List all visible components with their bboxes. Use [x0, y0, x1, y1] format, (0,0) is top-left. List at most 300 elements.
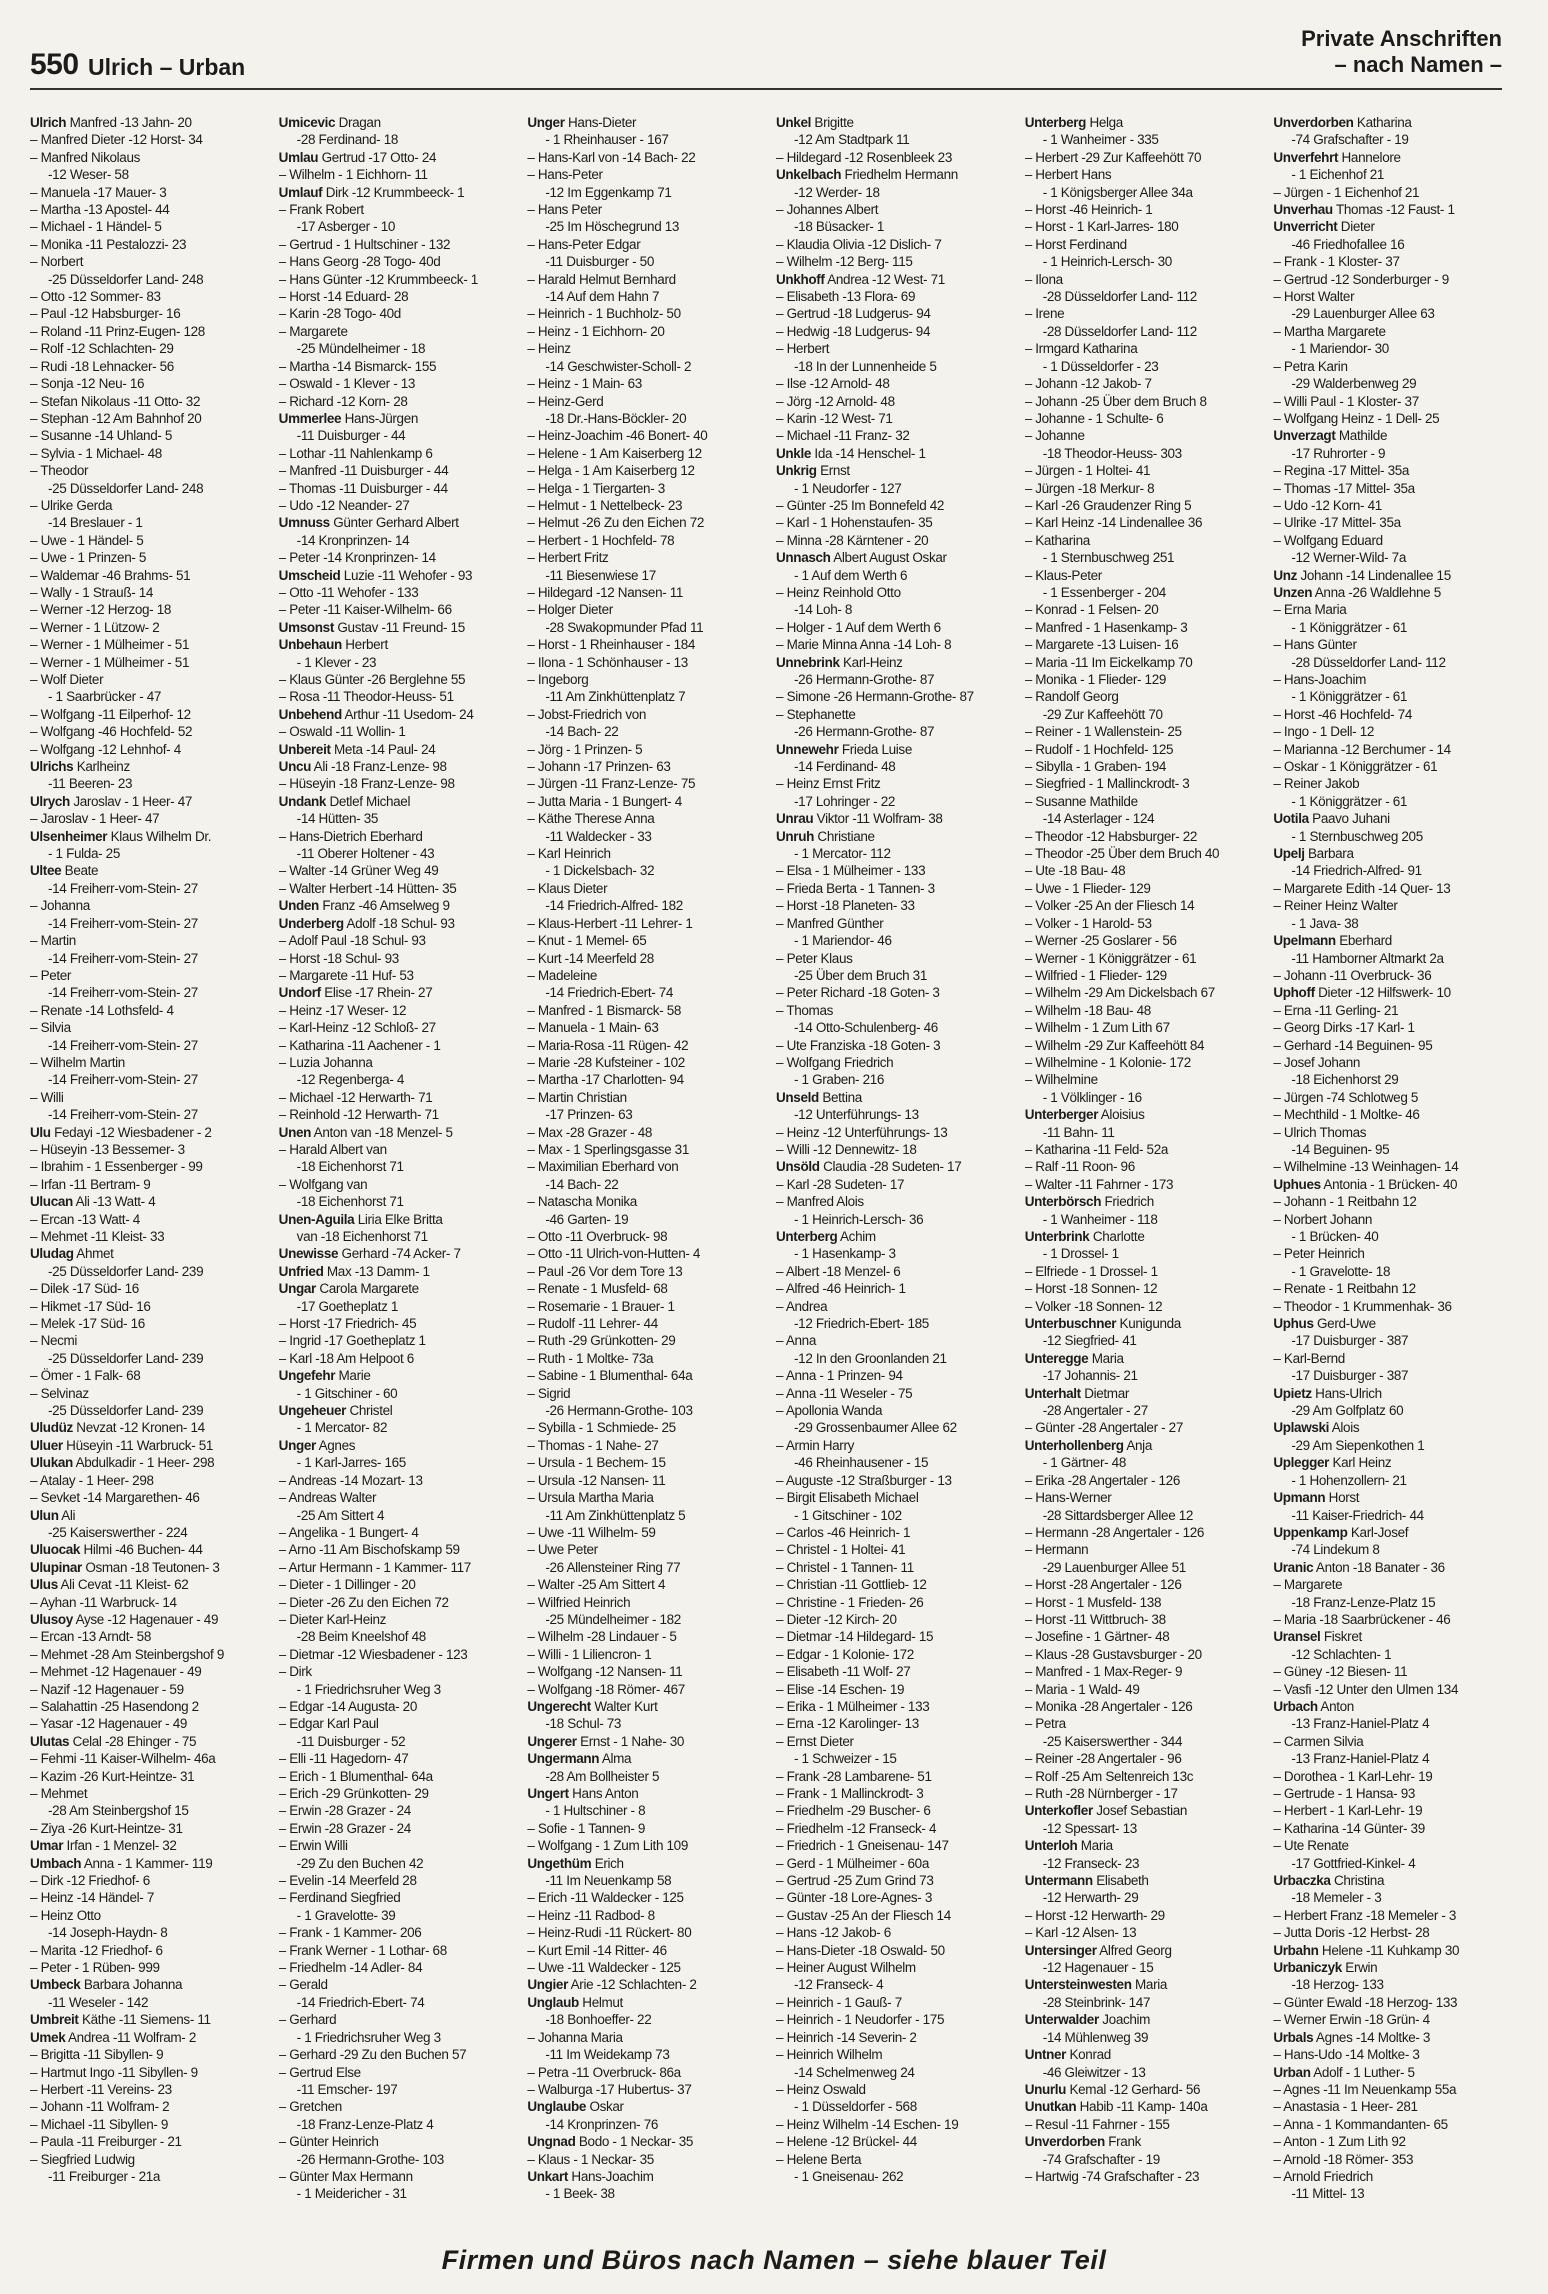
surname-entry: Unglaub Helmut — [527, 1994, 623, 2010]
surname-entry: Unz Johann -14 Lindenallee 15 — [1273, 567, 1451, 583]
surname: Unbehaun — [278, 637, 342, 653]
surname-entry: Unglaube Oskar — [527, 2099, 624, 2115]
given-name-entry: – Horst -46 Hochfeld- 74 — [1273, 706, 1508, 723]
given-name-entry: – Jörg - 1 Prinzen- 5 — [527, 741, 762, 758]
given-name-entry: – Elli -11 Hagedorn- 47 — [279, 1750, 514, 1767]
surname-entry: Uransel Fiskret — [1273, 1629, 1362, 1645]
surname: Unterbörsch — [1024, 1194, 1102, 1210]
given-name-entry: – Heinz - 1 Eichhorn- 20 — [527, 323, 762, 340]
given-name-entry: – Martha -13 Apostel- 44 — [30, 201, 265, 218]
given-name-entry: – Agnes -11 Im Neuenkamp 55a — [1273, 2081, 1508, 2098]
address-continuation: -18 In der Lunnenheide 5 — [794, 358, 937, 374]
address-continuation: -12 Spessart- 13 — [1042, 1820, 1137, 1836]
given-name-entry: – Anna -11 Weseler - 75 — [776, 1385, 1011, 1402]
address-continuation: - 1 Mercator- 112 — [794, 846, 891, 862]
given-name-entry: – Hedwig -18 Ludgerus- 94 — [776, 323, 1011, 340]
given-name-entry: – Hans Georg -28 Togo- 40d — [279, 253, 514, 270]
surname-entry: Unurlu Kemal -12 Gerhard- 56 — [1024, 2081, 1201, 2097]
given-name-entry: – Hikmet -17 Süd- 16 — [30, 1298, 265, 1315]
address-continuation: -25 Düsseldorfer Land- 239 — [48, 1263, 204, 1279]
given-name-entry: – Martha Margarete — [1273, 323, 1508, 340]
address-continuation: -18 Herzog- 133 — [1291, 1977, 1384, 1993]
address-continuation: - 1 Meidericher - 31 — [296, 2186, 407, 2202]
address-continuation: -14 Friedrich-Alfred- 182 — [545, 898, 683, 914]
surname-entry: Uphues Antonia - 1 Brücken- 40 — [1273, 1176, 1458, 1192]
given-name-entry: – Ingo - 1 Dell- 12 — [1273, 723, 1508, 740]
given-name-entry: – Herbert - 1 Karl-Lehr- 19 — [1273, 1802, 1508, 1819]
given-name-entry: – Helga - 1 Tiergarten- 3 — [527, 480, 762, 497]
given-name-entry: – Christel - 1 Tannen- 11 — [776, 1559, 1011, 1576]
surname-entry: Unterhalt Dietmar — [1024, 1385, 1130, 1401]
surname: Ungethüm — [527, 1855, 592, 1871]
surname: Unkelbach — [776, 167, 842, 183]
given-name-entry: – Marita -12 Friedhof- 6 — [30, 1942, 265, 1959]
address-continuation: -17 Johannis- 21 — [1042, 1368, 1138, 1384]
address-continuation: -18 Bonhoeffer- 22 — [545, 2012, 652, 2028]
given-name-entry: – Rudolf -11 Lehrer- 44 — [527, 1315, 762, 1332]
address-continuation: -14 Loh- 8 — [794, 602, 853, 618]
given-name-entry: – Marie -28 Kufsteiner - 102 — [527, 1054, 762, 1071]
surname-entry: Undank Detlef Michael — [278, 793, 411, 809]
given-name-entry: – Walter -14 Grüner Weg 49 — [279, 862, 514, 879]
given-name-entry: – Angelika - 1 Bungert- 4 — [279, 1524, 514, 1541]
address-continuation: -11 Hamborner Altmarkt 2a — [1291, 950, 1444, 966]
given-name-entry: – Sybilla - 1 Schmiede- 25 — [527, 1419, 762, 1436]
given-name-entry: – Manfred - 1 Bismarck- 58 — [527, 1002, 762, 1019]
address-continuation: - 1 Völklinger - 16 — [1042, 1089, 1142, 1105]
given-name-entry: – Alfred -46 Heinrich- 1 — [776, 1280, 1011, 1297]
surname-entry: Unen Anton van -18 Menzel- 5 — [278, 1124, 453, 1140]
given-name-entry: – Heinz -12 Unterführungs- 13 — [776, 1124, 1011, 1141]
surname: Unverfehrt — [1273, 149, 1339, 165]
given-name-entry: – Jutta Doris -12 Herbst- 28 — [1273, 1924, 1508, 1941]
given-name-entry: – Harald Helmut Bernhard — [527, 271, 762, 288]
address-continuation: -28 Düsseldorfer Land- 112 — [1291, 654, 1446, 670]
surname: Unterhollenberg — [1024, 1437, 1124, 1453]
surname: Uphus — [1273, 1316, 1314, 1332]
given-name-entry: – Norbert — [30, 253, 265, 270]
given-name-entry: – Oswald - 1 Klever - 13 — [279, 375, 514, 392]
surname: Uluocak — [30, 1542, 81, 1558]
surname-entry: Urbach Anton — [1273, 1698, 1354, 1714]
given-name-entry: – Maria - 1 Wald- 49 — [1025, 1681, 1260, 1698]
given-name-entry: – Petra Karin — [1273, 358, 1508, 375]
given-name-entry: – Atalay - 1 Heer- 298 — [30, 1472, 265, 1489]
surname-entry: Ulus Ali Cevat -11 Kleist- 62 — [30, 1577, 189, 1593]
given-name-entry: – Werner - 1 Königgrätzer - 61 — [1025, 950, 1260, 967]
address-continuation: -29 Zur Kaffeehött 70 — [1042, 706, 1163, 722]
given-name-entry: – Martha -17 Charlotten- 94 — [527, 1071, 762, 1088]
given-name-entry: – Horst -17 Friedrich- 45 — [279, 1315, 514, 1332]
given-name-entry: – Ulrike -17 Mittel- 35a — [1273, 514, 1508, 531]
address-continuation: - 1 Fulda- 25 — [48, 846, 120, 862]
given-name-entry: – Jobst-Friedrich von — [527, 706, 762, 723]
given-name-entry: – Katharina -11 Feld- 52a — [1025, 1141, 1260, 1158]
address-continuation: -17 Goetheplatz 1 — [296, 1298, 399, 1314]
surname: Unnasch — [776, 550, 831, 566]
surname: Ulusoy — [30, 1611, 73, 1627]
given-name-entry: – Melek -17 Süd- 16 — [30, 1315, 265, 1332]
address-continuation: - 1 Brücken- 40 — [1291, 1229, 1379, 1244]
address-continuation: - 1 Dickelsbach- 32 — [545, 863, 655, 879]
given-name-entry: – Willi -12 Dennewitz- 18 — [776, 1141, 1011, 1158]
given-name-entry: – Natascha Monika — [527, 1193, 762, 1210]
given-name-entry: – Mehmet — [30, 1785, 265, 1802]
surname: Uplawski — [1273, 1420, 1330, 1436]
given-name-entry: – Wolfgang Eduard — [1273, 532, 1508, 549]
address-continuation: - 1 Heinrich-Lersch- 36 — [794, 1211, 924, 1227]
address-continuation: -25 Am Sittert 4 — [296, 1507, 385, 1523]
given-name-entry: – Wilhelmine — [1025, 1071, 1260, 1088]
given-name-entry: – Anastasia - 1 Heer- 281 — [1273, 2098, 1508, 2115]
given-name-entry: – Renate -14 Lothsfeld- 4 — [30, 1002, 265, 1019]
given-name-entry: – Frank Werner - 1 Lothar- 68 — [279, 1942, 514, 1959]
address-continuation: -29 Grossenbaumer Allee 62 — [794, 1420, 957, 1436]
given-name-entry: – Vasfi -12 Unter den Ulmen 134 — [1273, 1681, 1508, 1698]
given-name-entry: – Güney -12 Biesen- 11 — [1273, 1663, 1508, 1680]
surname: Unverdorben — [1024, 2134, 1105, 2150]
given-name-entry: – Erika - 1 Mülheimer - 133 — [776, 1698, 1011, 1715]
address-continuation: -14 Friedrich-Alfred- 91 — [1291, 863, 1422, 879]
address-continuation: -74 Lindekum 8 — [1291, 1542, 1380, 1558]
address-continuation: -11 Freiburger - 21a — [48, 2168, 161, 2184]
surname-entry: Uludag Ahmet — [30, 1246, 114, 1262]
given-name-entry: – Gertrud Else — [279, 2064, 514, 2081]
given-name-entry: – Theodor -25 Über dem Bruch 40 — [1025, 845, 1260, 862]
address-continuation: - 1 Mercator- 82 — [296, 1420, 388, 1436]
surname-entry: Unterberg Achim — [776, 1229, 876, 1244]
given-name-entry: – Heinz -14 Händel- 7 — [30, 1889, 265, 1906]
address-continuation: - 1 Gitschiner - 60 — [296, 1385, 398, 1401]
surname: Upelmann — [1273, 933, 1336, 949]
given-name-entry: – Gertrud - 1 Hultschiner - 132 — [279, 236, 514, 253]
address-continuation: -14 Breslauer - 1 — [48, 515, 143, 531]
given-name-entry: – Anna - 1 Prinzen- 94 — [776, 1367, 1011, 1384]
given-name-entry: – Gertrude - 1 Hansa- 93 — [1273, 1785, 1508, 1802]
address-continuation: -12 Werder- 18 — [794, 184, 880, 200]
given-name-entry: – Konrad - 1 Felsen- 20 — [1025, 601, 1260, 618]
address-continuation: - 1 Königgrätzer - 61 — [1291, 689, 1408, 705]
surname-entry: Unterberger Aloisius — [1024, 1107, 1145, 1123]
given-name-entry: – Martin Christian — [527, 1089, 762, 1106]
address-continuation: -29 Walderbenweg 29 — [1291, 376, 1417, 392]
given-name-entry: – Selvinaz — [30, 1385, 265, 1402]
given-name-entry: – Heinz Ernst Fritz — [776, 775, 1011, 792]
surname: Uranic — [1273, 1559, 1314, 1575]
given-name-entry: – Andrea — [776, 1298, 1011, 1315]
given-name-entry: – Udo -12 Neander- 27 — [279, 497, 514, 514]
given-name-entry: – Regina -17 Mittel- 35a — [1273, 462, 1508, 479]
surname: Umbeck — [30, 1977, 81, 1993]
surname: Unutkan — [1024, 2099, 1077, 2115]
address-continuation: -17 Asberger - 10 — [296, 219, 396, 235]
given-name-entry: – Katharina — [1025, 532, 1260, 549]
address-continuation: -18 Franz-Lenze-Platz 15 — [1291, 1594, 1436, 1610]
surname: Uncu — [278, 759, 312, 775]
given-name-entry: – Theodor - 1 Krummenhak- 36 — [1273, 1298, 1508, 1315]
surname-entry: Unterkofler Josef Sebastian — [1024, 1803, 1188, 1819]
surname: Unen — [278, 1124, 312, 1140]
given-name-entry: – Ute Franziska -18 Goten- 3 — [776, 1037, 1011, 1054]
given-name-entry: – Ilse -12 Arnold- 48 — [776, 375, 1011, 392]
given-name-entry: – Manfred Nikolaus — [30, 149, 265, 166]
given-name-entry: – Reiner Jakob — [1273, 775, 1508, 792]
address-continuation: -18 Büsacker- 1 — [794, 219, 885, 235]
surname: Ultee — [30, 863, 62, 879]
given-name-entry: – Uwe -11 Wilhelm- 59 — [527, 1524, 762, 1541]
given-name-entry: – Oswald -11 Wollin- 1 — [279, 723, 514, 740]
given-name-entry: – Monika -11 Pestalozzi- 23 — [30, 236, 265, 253]
surname: Umnuss — [278, 515, 330, 531]
given-name-entry: – Willi Paul - 1 Kloster- 37 — [1273, 393, 1508, 410]
address-continuation: -12 Schlachten- 1 — [1291, 1646, 1392, 1662]
surname: Unverzagt — [1273, 428, 1336, 444]
address-continuation: -11 Beeren- 23 — [48, 776, 133, 792]
surname-entry: Unverzagt Mathilde — [1273, 428, 1388, 444]
surname-entry: Ungethüm Erich — [527, 1855, 624, 1871]
given-name-entry: – Günter -25 Im Bonnefeld 42 — [776, 497, 1011, 514]
surname-entry: Unger Agnes — [278, 1437, 356, 1453]
address-continuation: -12 Friedrich-Ebert- 185 — [794, 1316, 929, 1332]
given-name-entry: – Volker -18 Sonnen- 12 — [1025, 1298, 1260, 1315]
given-name-entry: – Sigrid — [527, 1385, 762, 1402]
address-continuation: - 1 Neudorfer - 127 — [794, 480, 902, 496]
surname-entry: Unzen Anna -26 Waldlehne 5 — [1273, 584, 1441, 600]
given-name-entry: – Frank -28 Lambarene- 51 — [776, 1768, 1011, 1785]
given-name-entry: – Günter -28 Angertaler - 27 — [1025, 1419, 1260, 1436]
given-name-entry: – Maria-Rosa -11 Rügen- 42 — [527, 1037, 762, 1054]
given-name-entry: – Ute Renate — [1273, 1837, 1508, 1854]
given-name-entry: – Karl - 1 Hohenstaufen- 35 — [776, 514, 1011, 531]
surname: Uluer — [30, 1437, 63, 1453]
given-name-entry: – Heinrich - 1 Buchholz- 50 — [527, 305, 762, 322]
address-continuation: - 1 Java- 38 — [1291, 915, 1359, 931]
given-name-entry: – Ulrich Thomas — [1273, 1124, 1508, 1141]
given-name-entry: – Anna - 1 Kommandanten- 65 — [1273, 2116, 1508, 2133]
surname-entry: Ungerecht Walter Kurt — [527, 1698, 658, 1714]
given-name-entry: – Michael -11 Sibyllen- 9 — [30, 2116, 265, 2133]
address-continuation: -28 Ferdinand- 18 — [296, 132, 399, 148]
given-name-entry: – Uwe Peter — [527, 1541, 762, 1558]
surname-entry: Umar Irfan - 1 Menzel- 32 — [30, 1838, 177, 1854]
given-name-entry: – Fehmi -11 Kaiser-Wilhelm- 46a — [30, 1750, 265, 1767]
given-name-entry: – Volker -25 An der Fliesch 14 — [1025, 897, 1260, 914]
surname: Unkel — [776, 115, 812, 130]
surname-entry: Untner Konrad — [1024, 2047, 1111, 2063]
given-name-entry: – Petra -11 Overbruck- 86a — [527, 2064, 762, 2081]
given-name-entry: – Wolfgang -46 Hochfeld- 52 — [30, 723, 265, 740]
address-continuation: -29 Lauenburger Allee 63 — [1291, 306, 1435, 322]
given-name-entry: – Heinz-Gerd — [527, 393, 762, 410]
surname-entry: Ungert Hans Anton — [527, 1786, 639, 1801]
address-continuation: -18 Dr.-Hans-Böckler- 20 — [545, 410, 687, 426]
address-continuation: -28 Beim Kneelshof 48 — [296, 1629, 426, 1645]
given-name-entry: – Manfred Günther — [776, 915, 1011, 932]
surname-entry: Uluocak Hilmi -46 Buchen- 44 — [30, 1542, 203, 1558]
surname-entry: Unger Hans-Dieter — [527, 115, 637, 130]
address-continuation: -12 Herwarth- 29 — [1042, 1890, 1139, 1906]
given-name-entry: – Dieter -26 Zu den Eichen 72 — [279, 1594, 514, 1611]
surname: Unterbrink — [1024, 1229, 1090, 1244]
given-name-entry: – Elfriede - 1 Drossel- 1 — [1025, 1263, 1260, 1280]
surname-entry: Unkelbach Friedhelm Hermann — [776, 167, 958, 183]
surname: Uotila — [1273, 811, 1309, 827]
surname-entry: Unterbuschner Kunigunda — [1024, 1316, 1181, 1332]
surname-entry: Umlau Gertrud -17 Otto- 24 — [278, 149, 437, 165]
given-name-entry: – Hans-Udo -14 Moltke- 3 — [1273, 2046, 1508, 2063]
given-name-entry: – Horst -12 Herwarth- 29 — [1025, 1907, 1260, 1924]
surname: Untermann — [1024, 1873, 1093, 1889]
given-name-entry: – Marianna -12 Berchumer - 14 — [1273, 741, 1508, 758]
given-name-entry: – Johanna — [30, 897, 265, 914]
surname: Unzen — [1273, 584, 1313, 600]
surname: Unverhau — [1273, 202, 1333, 218]
surname: Unkle — [776, 445, 812, 461]
given-name-entry: – Paul -12 Habsburger- 16 — [30, 305, 265, 322]
surname-entry: Umicevic Dragan — [278, 115, 381, 130]
given-name-entry: – Dilek -17 Süd- 16 — [30, 1280, 265, 1297]
given-name-entry: – Helene Berta — [776, 2151, 1011, 2168]
surname: Unbehend — [278, 706, 342, 722]
given-name-entry: – Heinz Oswald — [776, 2081, 1011, 2098]
surname: Unterberg — [1024, 115, 1087, 130]
surname: Ungerer — [527, 1733, 577, 1749]
surname: Ummerlee — [278, 410, 342, 426]
surname-entry: Uluer Hüseyin -11 Warbruck- 51 — [30, 1437, 214, 1453]
address-continuation: -12 Hagenauer - 15 — [1042, 1960, 1154, 1976]
given-name-entry: – Wolf Dieter — [30, 671, 265, 688]
given-name-entry: – Klaus Dieter — [527, 880, 762, 897]
address-continuation: -28 Am Steinbergshof 15 — [48, 1803, 189, 1819]
address-continuation: -12 Werner-Wild- 7a — [1291, 550, 1406, 566]
surname: Ungermann — [527, 1751, 600, 1767]
surname-entry: Umsonst Gustav -11 Freund- 15 — [278, 619, 465, 635]
surname-entry: Ummerlee Hans-Jürgen — [278, 410, 419, 426]
given-name-entry: – Gertrud -25 Zum Grind 73 — [776, 1872, 1011, 1889]
given-name-entry: – Manuela -17 Mauer- 3 — [30, 184, 265, 201]
surname-entry: Umek Andrea -11 Wolfram- 2 — [30, 2029, 196, 2045]
address-continuation: -14 Bach- 22 — [545, 724, 619, 740]
given-name-entry: – Ziya -26 Kurt-Heintze- 31 — [30, 1820, 265, 1837]
surname: Undorf — [278, 985, 321, 1001]
given-name-entry: – Hermann -28 Angertaler - 126 — [1025, 1524, 1260, 1541]
given-name-entry: – Horst -11 Wittbruch- 38 — [1025, 1611, 1260, 1628]
given-name-entry: – Katharina -11 Aachener - 1 — [279, 1037, 514, 1054]
surname: Untersteinwesten — [1024, 1977, 1132, 1993]
given-name-entry: – Rolf -12 Schlachten- 29 — [30, 340, 265, 357]
given-name-entry: – Wolfgang - 1 Zum Lith 109 — [527, 1837, 762, 1854]
given-name-entry: – Werner - 1 Mülheimer - 51 — [30, 654, 265, 671]
surname: Urbaniczyk — [1273, 1960, 1342, 1976]
given-name-entry: – Manfred Alois — [776, 1193, 1011, 1210]
given-name-entry: – Birgit Elisabeth Michael — [776, 1489, 1011, 1506]
given-name-entry: – Reinhold -12 Herwarth- 71 — [279, 1106, 514, 1123]
given-name-entry: – Evelin -14 Meerfeld 28 — [279, 1872, 514, 1889]
given-name-entry: – Herbert -29 Zur Kaffeehött 70 — [1025, 149, 1260, 166]
address-continuation: -25 Düsseldorfer Land- 248 — [48, 271, 204, 287]
surname: Upelj — [1273, 846, 1305, 862]
address-continuation: -29 Am Siepenkothen 1 — [1291, 1437, 1425, 1453]
given-name-entry: – Edgar - 1 Kolonie- 172 — [776, 1646, 1011, 1663]
header-rule — [30, 88, 1502, 90]
given-name-entry: – Ömer - 1 Falk- 68 — [30, 1367, 265, 1384]
surname-entry: Underberg Adolf -18 Schul- 93 — [278, 915, 455, 931]
given-name-entry: – Dorothea - 1 Karl-Lehr- 19 — [1273, 1768, 1508, 1785]
surname-entry: Ulucan Ali -13 Watt- 4 — [30, 1194, 156, 1210]
surname-entry: Unterbrink Charlotte — [1024, 1229, 1145, 1244]
given-name-entry: – Erich - 1 Blumenthal- 64a — [279, 1768, 514, 1785]
address-continuation: -11 Am Zinkhüttenplatz 7 — [545, 689, 686, 705]
surname-entry: Unrau Viktor -11 Wolfram- 38 — [776, 811, 943, 827]
given-name-entry: – Ursula - 1 Bechem- 15 — [527, 1454, 762, 1471]
given-name-entry: – Wilhelmine -13 Weinhagen- 14 — [1273, 1158, 1508, 1175]
given-name-entry: – Rudolf - 1 Hochfeld- 125 — [1025, 741, 1260, 758]
address-continuation: -18 Eichenhorst 71 — [296, 1159, 404, 1175]
address-continuation: - 1 Königgrätzer - 61 — [1291, 793, 1408, 809]
surname-entry: Undorf Elise -17 Rhein- 27 — [278, 985, 433, 1001]
given-name-entry: – Heinrich Wilhelm — [776, 2046, 1011, 2063]
address-continuation: -17 Lohringer - 22 — [794, 793, 896, 809]
given-name-entry: – Wolfgang Friedrich — [776, 1054, 1011, 1071]
given-name-entry: – Erna -12 Karolinger- 13 — [776, 1715, 1011, 1732]
surname-entry: Unverdorben Katharina — [1273, 115, 1412, 130]
surname: Uphoff — [1273, 985, 1315, 1001]
given-name-entry: – Roland -11 Prinz-Eugen- 128 — [30, 323, 265, 340]
address-continuation: - 1 Hasenkamp- 3 — [794, 1246, 896, 1262]
given-name-entry: – Elisabeth -13 Flora- 69 — [776, 288, 1011, 305]
surname-entry: Uotila Paavo Juhani — [1273, 811, 1390, 827]
surname: Unverdorben — [1273, 115, 1354, 130]
given-name-entry: – Lothar -11 Nahlenkamp 6 — [279, 445, 514, 462]
address-continuation: - 1 Gravelotte- 18 — [1291, 1263, 1391, 1279]
given-name-entry: – Ursula Martha Maria — [527, 1489, 762, 1506]
page-number: 550 — [30, 48, 79, 81]
address-continuation: -14 Bach- 22 — [545, 1176, 619, 1192]
given-name-entry: – Uwe - 1 Flieder- 129 — [1025, 880, 1260, 897]
address-continuation: -28 Düsseldorfer Land- 112 — [1042, 323, 1197, 339]
given-name-entry: – Rosemarie - 1 Brauer- 1 — [527, 1298, 762, 1315]
surname: Umlau — [278, 149, 319, 165]
given-name-entry: – Manfred -11 Duisburger - 44 — [279, 462, 514, 479]
surname: Ungerecht — [527, 1698, 591, 1714]
surname-entry: Umbach Anna - 1 Kammer- 119 — [30, 1855, 213, 1871]
surname-entry: Ungerer Ernst - 1 Nahe- 30 — [527, 1733, 685, 1749]
surname: Unterwalder — [1024, 2012, 1099, 2028]
given-name-entry: – Gerhard -14 Beguinen- 95 — [1273, 1037, 1508, 1054]
given-name-entry: – Erich -11 Waldecker - 125 — [527, 1889, 762, 1906]
surname: Umscheid — [278, 567, 341, 583]
given-name-entry: – Klaus-Herbert -11 Lehrer- 1 — [527, 915, 762, 932]
address-continuation: -12 Im Eggenkamp 71 — [545, 184, 672, 200]
surname: Umlauf — [278, 184, 323, 200]
surname-entry: Untersinger Alfred Georg — [1024, 1942, 1172, 1958]
given-name-entry: – Walter Herbert -14 Hütten- 35 — [279, 880, 514, 897]
surname-entry: Ulrych Jaroslav - 1 Heer- 47 — [30, 793, 193, 809]
given-name-entry: – Thomas -17 Mittel- 35a — [1273, 480, 1508, 497]
given-name-entry: – Johanna Maria — [527, 2029, 762, 2046]
surname-entry: Uranic Anton -18 Banater - 36 — [1273, 1559, 1445, 1575]
given-name-entry: – Mehmet -11 Kleist- 33 — [30, 1228, 265, 1245]
surname: Ulus — [30, 1577, 58, 1593]
surname: Ulrich — [30, 115, 67, 130]
given-name-entry: – Thomas — [776, 1002, 1011, 1019]
given-name-entry: – Uwe - 1 Händel- 5 — [30, 532, 265, 549]
surname-entry: Ungnad Bodo - 1 Neckar- 35 — [527, 2134, 694, 2150]
given-name-entry: – Karl Heinrich — [527, 845, 762, 862]
surname: Ungier — [527, 1977, 568, 1993]
given-name-entry: – Margarete -13 Luisen- 16 — [1025, 636, 1260, 653]
directory-column — [527, 114, 762, 2242]
